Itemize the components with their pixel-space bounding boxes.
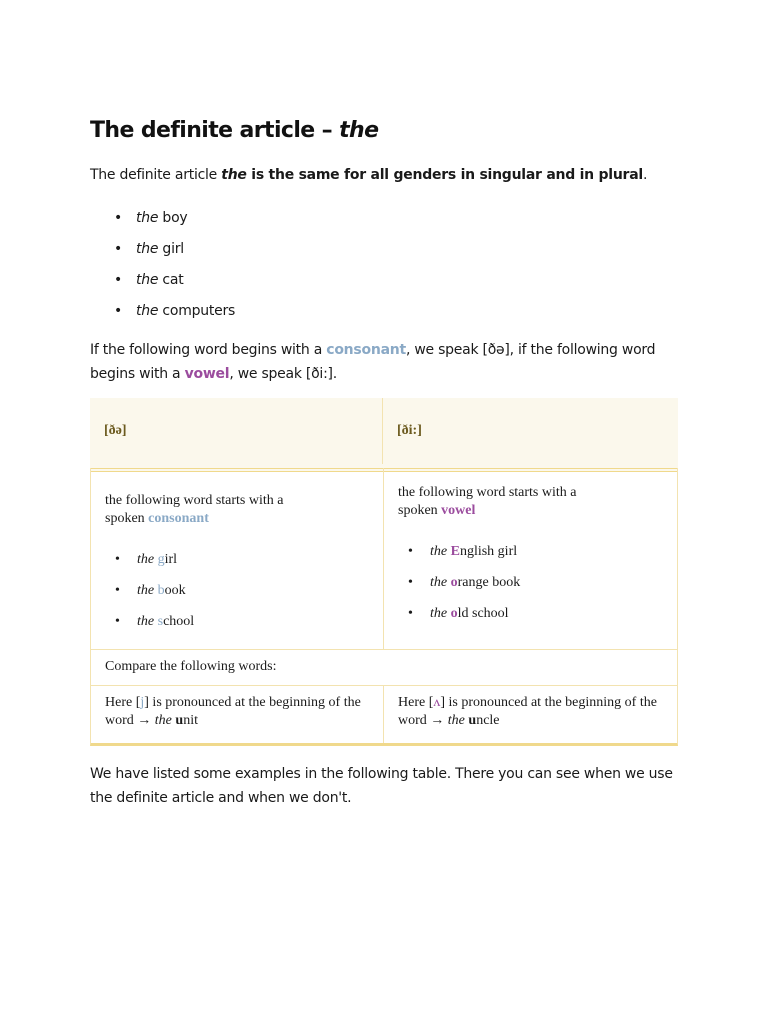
example-article: the bbox=[447, 713, 465, 728]
intro-the: the bbox=[221, 167, 247, 183]
pron-text: Here [ bbox=[105, 695, 141, 710]
table-header-cell: [ði:] bbox=[397, 423, 422, 438]
consonant-cell bbox=[91, 468, 384, 649]
title-italic: the bbox=[339, 118, 379, 143]
note-text: , we speak [ði:]. bbox=[229, 366, 337, 382]
example-noun: computers bbox=[158, 303, 235, 319]
list-item bbox=[137, 549, 194, 580]
first-letter: o bbox=[450, 575, 458, 590]
title-text: The definite article – bbox=[90, 118, 340, 143]
pron-text: ] is pronounced at the beginning of the word → bbox=[398, 695, 657, 728]
uncle-text bbox=[398, 694, 668, 730]
table-row bbox=[90, 686, 678, 746]
table-row bbox=[90, 468, 678, 650]
vowel-link[interactable]: vowel bbox=[184, 366, 230, 382]
first-letter: s bbox=[157, 614, 164, 629]
bold-letter: u bbox=[175, 713, 184, 728]
cell-description bbox=[398, 484, 658, 520]
example-article: the bbox=[430, 575, 448, 590]
example-article: the bbox=[137, 614, 155, 629]
pronunciation-paragraph bbox=[90, 338, 678, 386]
phonetic-symbol: ʌ bbox=[433, 695, 441, 710]
page-title bbox=[90, 118, 378, 143]
list-item bbox=[137, 611, 194, 642]
list-item bbox=[136, 267, 235, 298]
unit-text bbox=[105, 694, 375, 730]
first-letter: b bbox=[157, 583, 165, 598]
example-article: the bbox=[137, 552, 155, 567]
example-article: the bbox=[137, 583, 155, 598]
list-item bbox=[136, 298, 235, 329]
desc-text: spoken bbox=[105, 511, 149, 526]
example-article: the bbox=[136, 303, 159, 319]
first-letter: E bbox=[450, 544, 460, 559]
word-rest: ook bbox=[164, 583, 186, 598]
first-letter: o bbox=[450, 606, 458, 621]
word-rest: irl bbox=[164, 552, 178, 567]
note-text: If the following word begins with a bbox=[90, 342, 327, 358]
examples-list bbox=[90, 205, 235, 329]
example-noun: cat bbox=[158, 272, 184, 288]
intro-paragraph bbox=[90, 167, 647, 183]
vowel-word: vowel bbox=[441, 503, 476, 518]
table-header-row bbox=[90, 398, 678, 472]
unit-cell bbox=[91, 686, 384, 743]
bold-letter: u bbox=[468, 713, 477, 728]
example-article: the bbox=[136, 241, 159, 257]
desc-text: the following word starts with a bbox=[105, 493, 284, 508]
consonant-examples bbox=[91, 549, 194, 642]
cell-description bbox=[105, 492, 365, 528]
list-item bbox=[137, 580, 194, 611]
desc-text: the following word starts with a bbox=[398, 485, 577, 500]
phonetic-symbol: j bbox=[140, 695, 145, 710]
first-letter: g bbox=[157, 552, 165, 567]
closing-paragraph: We have listed some examples in the following table. There you can see when we use the definite article and when we don't. bbox=[90, 766, 673, 806]
word-rest: range book bbox=[457, 575, 521, 590]
word-rest: ncle bbox=[476, 713, 500, 728]
word-rest: nglish girl bbox=[459, 544, 518, 559]
example-article: the bbox=[430, 544, 448, 559]
example-noun: boy bbox=[158, 210, 188, 226]
list-item bbox=[430, 572, 520, 603]
consonant-link[interactable]: consonant bbox=[326, 342, 406, 358]
table-header-cell: [ðə] bbox=[90, 398, 383, 464]
compare-row: Compare the following words: bbox=[90, 650, 678, 686]
list-item bbox=[136, 205, 235, 236]
pron-text: Here [ bbox=[398, 695, 434, 710]
word-rest: nit bbox=[183, 713, 198, 728]
vowel-examples bbox=[384, 541, 520, 634]
note-text: , we speak [ðə], if the following word begins with a bbox=[90, 342, 656, 382]
example-article: the bbox=[154, 713, 172, 728]
desc-text: spoken bbox=[398, 503, 442, 518]
word-rest: ld school bbox=[457, 606, 509, 621]
example-article: the bbox=[430, 606, 448, 621]
list-item bbox=[136, 236, 235, 267]
uncle-cell bbox=[384, 686, 679, 743]
example-article: the bbox=[136, 210, 159, 226]
intro-bold-text: is the same for all genders in singular and in plural bbox=[246, 167, 643, 183]
example-noun: girl bbox=[158, 241, 184, 257]
intro-period: . bbox=[642, 167, 648, 183]
example-article: the bbox=[136, 272, 159, 288]
intro-text: The definite article bbox=[90, 167, 222, 183]
list-item bbox=[430, 541, 520, 572]
consonant-word: consonant bbox=[148, 511, 209, 526]
list-item bbox=[430, 603, 520, 634]
word-rest: chool bbox=[163, 614, 195, 629]
vowel-cell bbox=[384, 468, 679, 649]
pron-text: ] is pronounced at the beginning of the word → bbox=[105, 695, 361, 728]
